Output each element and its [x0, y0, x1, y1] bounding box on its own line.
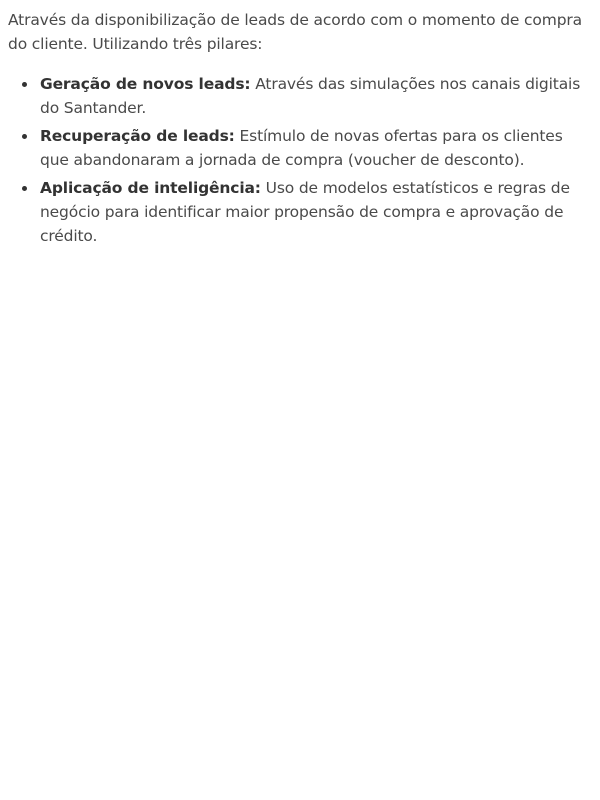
pillar-title: Aplicação de inteligência:: [40, 179, 261, 197]
pillar-text: Uso de modelos estatísticos e regras de negócio para identificar maior propensão de compra e aprovação de crédito.: [40, 179, 570, 245]
bullet-icon: [22, 82, 27, 87]
list-item-intelligence: [40, 176, 588, 248]
pillar-title: Geração de novos leads:: [40, 75, 251, 93]
pillar-title: Recuperação de leads:: [40, 127, 235, 145]
bullet-icon: [22, 134, 27, 139]
list-item-lead-recovery: [40, 124, 588, 172]
bullet-icon: [22, 186, 27, 191]
list-item-new-leads: [40, 72, 588, 120]
pillars-list: [8, 72, 588, 248]
document-content: [8, 8, 588, 252]
pillar-text: Através das simulações nos canais digitais do Santander.: [40, 75, 581, 117]
pillar-text: Estímulo de novas ofertas para os clientes que abandonaram a jornada de compra (voucher de desconto).: [40, 127, 563, 169]
intro-paragraph: Através da disponibilização de leads de acordo com o momento de compra do cliente. Utilizando três pilares:: [8, 11, 582, 53]
